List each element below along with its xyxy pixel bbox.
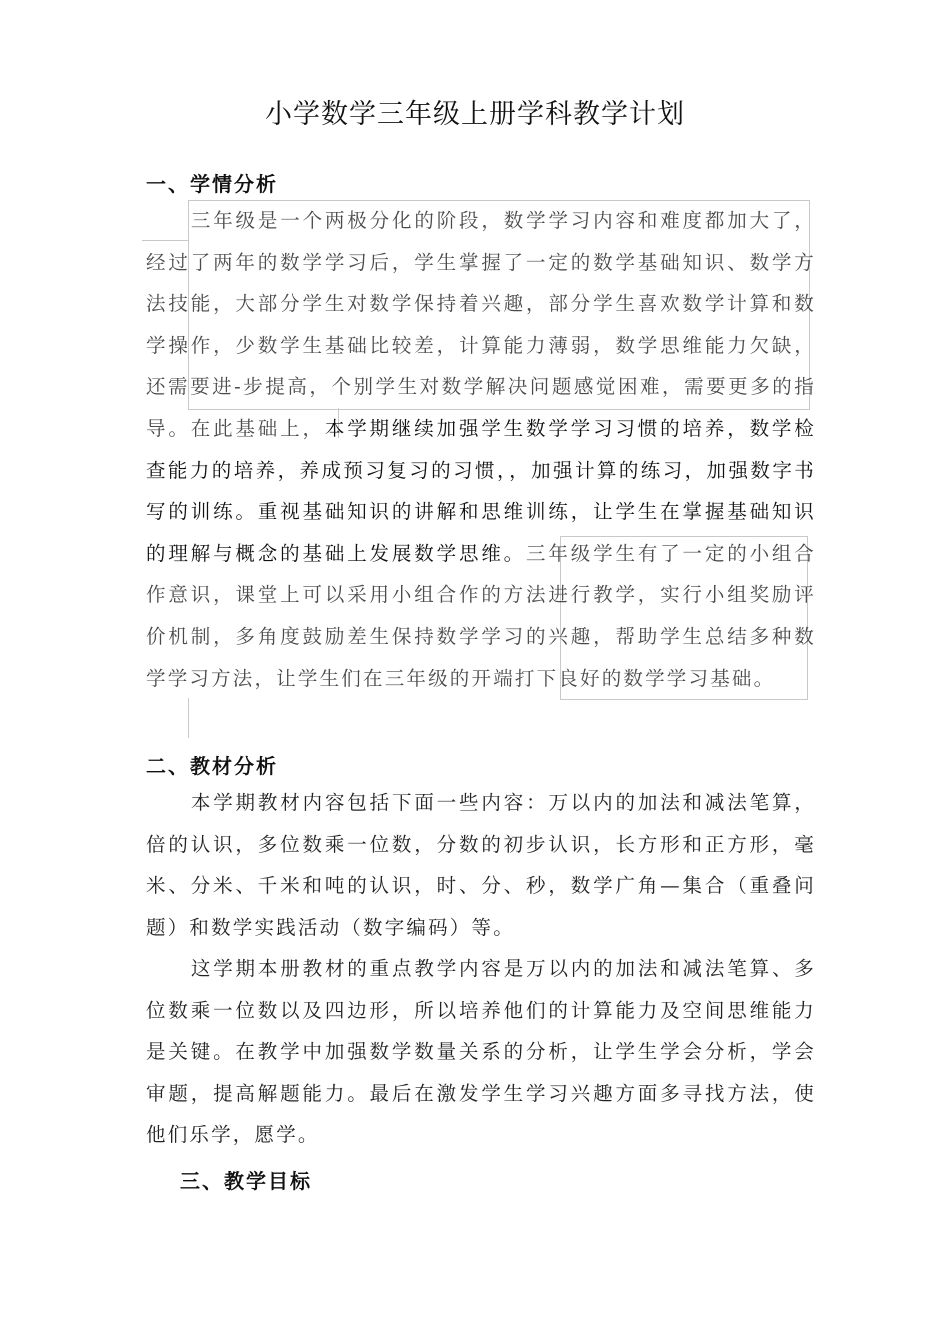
paragraph-text: 三年级是一个两极分化的阶段，数学学习内容和难度都加大了，经过了两年的数学学习后，学生掌握了一定的数学基础知识、数学方法技能，大部分学生对数学保持着兴趣，部分学生喜欢数学计算和数学操作，少数学生基础比较差，计算能力薄弱，数学思维能力欠缺，还需要进-步提高，个别学生对数学解决问题感觉困难，需要更多的指导。在此基础上， bbox=[146, 209, 816, 440]
textbook-paragraph-2: 这学期本册教材的重点教学内容是万以内的加法和减法笔算、多位数乘一位数以及四边形，所以培养他们的计算能力及空间思维能力是关键。在教学中加强数学数量关系的分析，让学生学会分析，学会审题，提高解题能力。最后在激发学生学习兴趣方面多寻找方法，使他们乐学，愿学。 bbox=[146, 957, 816, 1147]
revision-frame bbox=[188, 698, 189, 738]
learning-analysis-paragraph bbox=[146, 200, 816, 699]
paragraph-text: 本学期继续加强学生数学学习习惯的培养，数学检查能力的培养，养成预习复习的习惯，，加强计算的练习，加强数字书写的训练。重视基础知识的讲解和思维训练，让学生在掌握基础知识的理解与概念的基础上发展数学思维。 bbox=[146, 416, 816, 565]
paragraph-text: 三年级学生有了一定的小组合作意识，课堂上可以采用小组合作的方法进行教学，实行小组奖励评价机制，多角度鼓励差生保持数学学习的兴趣，帮助学生总结多种数学学习方法，让学生们在三年级的开端打下良好的数学学习基础。 bbox=[146, 541, 816, 690]
textbook-paragraph-1: 本学期教材内容包括下面一些内容：万以内的加法和减法笔算，倍的认识，多位数乘一位数，分数的初步认识，长方形和正方形，毫米、分米、千米和吨的认识，时、分、秒，数学广角—集合（重叠问题）和数学实践活动（数字编码）等。 bbox=[146, 791, 816, 939]
section-heading-learning-analysis: 一、学情分析 bbox=[146, 172, 278, 196]
section-heading-textbook-analysis: 二、教材分析 bbox=[146, 754, 278, 778]
document-title: 小学数学三年级上册学科教学计划 bbox=[265, 99, 685, 130]
section-heading-teaching-goals: 三、教学目标 bbox=[180, 1169, 312, 1193]
